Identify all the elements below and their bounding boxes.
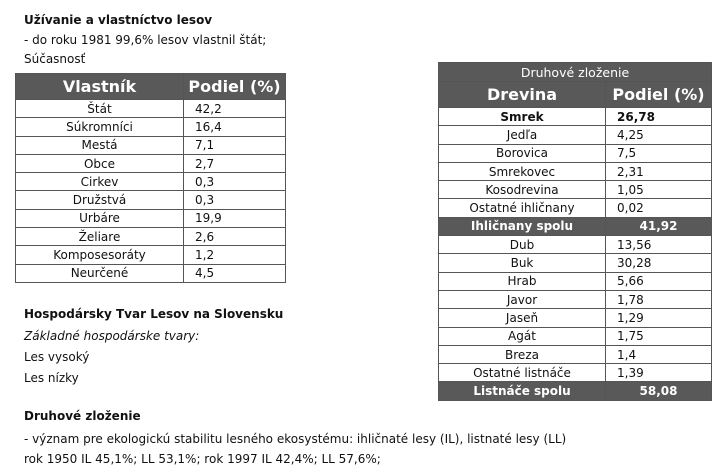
subtotal-value: 41,92 <box>606 217 712 235</box>
total-label: Listnáče spolu <box>439 382 606 400</box>
ownership-note: - do roku 1981 99,6% lesov vlastnil štát; <box>24 33 267 47</box>
table-row <box>439 162 712 180</box>
table-row <box>16 264 286 282</box>
table-row <box>439 181 712 199</box>
owner-header: Vlastník <box>16 74 184 100</box>
owner-cell: Urbáre <box>16 209 184 227</box>
share-cell: 30,28 <box>606 254 712 272</box>
species-share-header: Podiel (%) <box>606 82 712 108</box>
species-cell: Ostatné listnáče <box>439 364 606 382</box>
management-item-high: Les vysoký <box>24 350 90 364</box>
owner-cell: Cirkev <box>16 173 184 191</box>
species-cell: Dub <box>439 236 606 254</box>
table-row <box>439 309 712 327</box>
species-table-caption: Druhové zloženie <box>439 63 712 82</box>
species-note: - význam pre ekologickú stabilitu lesného ekosystému: ihličnaté lesy (IL), listnaté lesy (LL) <box>24 432 567 446</box>
table-row <box>439 254 712 272</box>
table-row <box>16 136 286 154</box>
table-row <box>439 327 712 345</box>
table-row <box>439 199 712 217</box>
share-cell: 13,56 <box>606 236 712 254</box>
share-cell: 1,29 <box>606 309 712 327</box>
species-cell: Buk <box>439 254 606 272</box>
species-header: Drevina <box>439 82 606 108</box>
table-row <box>439 236 712 254</box>
table-row <box>439 126 712 144</box>
share-cell: 1,39 <box>606 364 712 382</box>
subtotal-row <box>439 217 712 235</box>
species-cell: Javor <box>439 290 606 308</box>
subtotal-label: Ihličnany spolu <box>439 217 606 235</box>
species-cell: Smrekovec <box>439 162 606 180</box>
species-cell: Jaseň <box>439 309 606 327</box>
share-cell: 0,3 <box>184 173 286 191</box>
share-cell: 2,7 <box>184 154 286 172</box>
owner-cell: Súkromníci <box>16 118 184 136</box>
section-title-species: Druhové zloženie <box>24 409 141 423</box>
table-row <box>439 364 712 382</box>
table-row <box>16 246 286 264</box>
table-row <box>439 108 712 126</box>
species-cell: Smrek <box>439 108 606 126</box>
total-value: 58,08 <box>606 382 712 400</box>
table-row <box>439 290 712 308</box>
owner-cell: Komposesoráty <box>16 246 184 264</box>
species-cell: Ostatné ihličnany <box>439 199 606 217</box>
table-row <box>16 154 286 172</box>
share-cell: 0,3 <box>184 191 286 209</box>
share-cell: 16,4 <box>184 118 286 136</box>
share-cell: 4,5 <box>184 264 286 282</box>
share-cell: 1,2 <box>184 246 286 264</box>
owner-cell: Želiare <box>16 228 184 246</box>
table-row <box>16 173 286 191</box>
owner-cell: Štát <box>16 100 184 118</box>
share-cell: 0,02 <box>606 199 712 217</box>
share-cell: 7,5 <box>606 144 712 162</box>
share-cell: 1,05 <box>606 181 712 199</box>
table-row <box>439 144 712 162</box>
species-stats: rok 1950 IL 45,1%; LL 53,1%; rok 1997 IL 42,4%; LL 57,6%; <box>24 452 381 466</box>
share-cell: 1,4 <box>606 345 712 363</box>
species-cell: Kosodrevina <box>439 181 606 199</box>
species-cell: Agát <box>439 327 606 345</box>
owner-cell: Neurčené <box>16 264 184 282</box>
table-row <box>439 272 712 290</box>
share-cell: 26,78 <box>606 108 712 126</box>
table-row <box>16 228 286 246</box>
species-cell: Jedľa <box>439 126 606 144</box>
species-table <box>438 62 712 401</box>
share-cell: 4,25 <box>606 126 712 144</box>
owner-cell: Obce <box>16 154 184 172</box>
total-row <box>439 382 712 400</box>
share-cell: 5,66 <box>606 272 712 290</box>
table-row <box>439 345 712 363</box>
share-cell: 42,2 <box>184 100 286 118</box>
share-cell: 2,6 <box>184 228 286 246</box>
share-cell: 1,75 <box>606 327 712 345</box>
section-title-ownership: Užívanie a vlastníctvo lesov <box>24 13 213 27</box>
share-cell: 7,1 <box>184 136 286 154</box>
table-row <box>16 191 286 209</box>
species-cell: Breza <box>439 345 606 363</box>
species-cell: Hrab <box>439 272 606 290</box>
species-cell: Borovica <box>439 144 606 162</box>
section-title-management: Hospodársky Tvar Lesov na Slovensku <box>24 307 284 321</box>
share-cell: 2,31 <box>606 162 712 180</box>
share-header: Podiel (%) <box>184 74 286 100</box>
owner-cell: Mestá <box>16 136 184 154</box>
share-cell: 1,78 <box>606 290 712 308</box>
table-row <box>16 118 286 136</box>
owner-table <box>15 73 286 283</box>
ownership-present-label: Súčasnosť <box>24 52 86 66</box>
management-subtitle: Základné hospodárske tvary: <box>24 329 200 343</box>
share-cell: 19,9 <box>184 209 286 227</box>
table-row <box>16 209 286 227</box>
table-row <box>16 100 286 118</box>
management-item-low: Les nízky <box>24 371 79 385</box>
owner-cell: Družstvá <box>16 191 184 209</box>
